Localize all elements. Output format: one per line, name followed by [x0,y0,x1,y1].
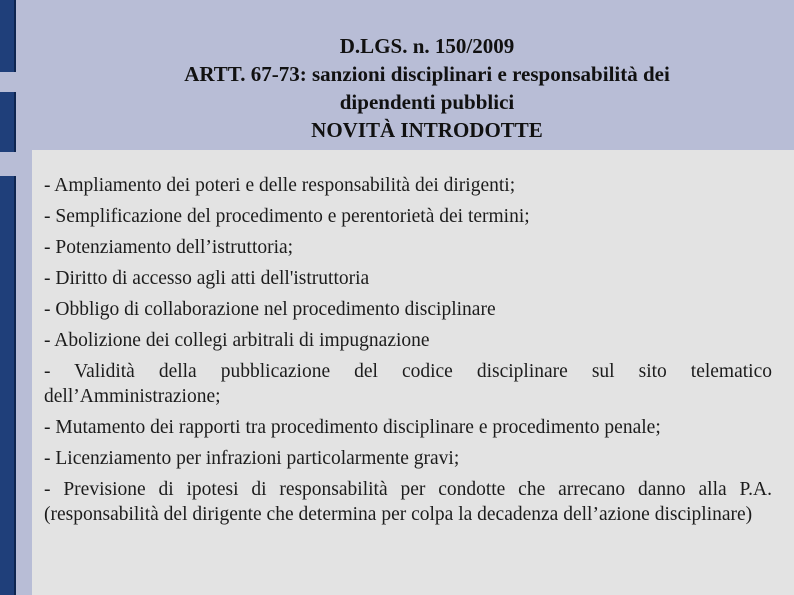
list-item: - Ampliamento dei poteri e delle responsabilità dei dirigenti; [44,175,516,196]
title-line-2: ARTT. 67-73: sanzioni disciplinari e responsabilità dei [184,62,670,86]
list-item: - Mutamento dei rapporti tra procedimento disciplinare e procedimento penale; [44,417,661,438]
list-item: - Obbligo di collaborazione nel procedimento disciplinare [44,299,496,320]
novelty-list [44,173,772,533]
list-item: - Semplificazione del procedimento e perentorietà dei termini; [44,206,530,227]
slide-title [60,32,794,144]
list-item: - Diritto di accesso agli atti dell'istruttoria [44,268,370,289]
list-item: - Licenziamento per infrazioni particolarmente gravi; [44,448,460,469]
list-item: - Previsione di ipotesi di responsabilità per condotte che arrecano danno alla P.A. (responsabilità del dirigente che determina per colpa la decadenza dell’azione disciplinare) [44,479,772,525]
title-line-4: NOVITÀ INTRODOTTE [311,118,543,142]
list-item: - Abolizione dei collegi arbitrali di impugnazione [44,330,430,351]
list-item: - Potenziamento dell’istruttoria; [44,237,294,258]
title-line-1: D.LGS. n. 150/2009 [339,34,515,58]
left-decor-bar-middle [0,92,16,152]
left-decor-bar-top [0,0,16,72]
list-item: - Validità della pubblicazione del codice disciplinare sul sito telematico dell’Amministrazione; [44,361,772,407]
left-decor-bar-bottom [0,176,16,595]
title-line-3: dipendenti pubblici [339,90,515,114]
content-panel [32,150,794,595]
